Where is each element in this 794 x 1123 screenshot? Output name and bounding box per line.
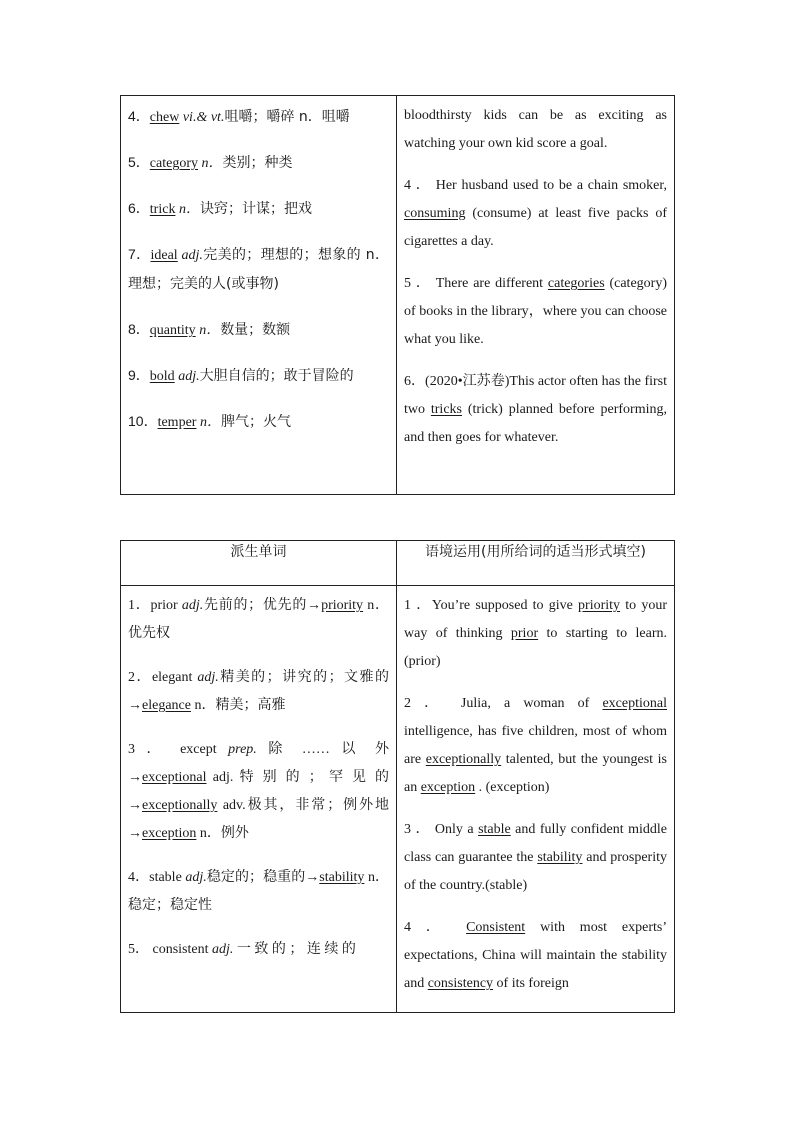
entry-meaning: 咀嚼；嚼碎 n．咀嚼 — [224, 109, 350, 125]
text-segment: with most experts’ expectations, China will maintain the stability and — [404, 920, 667, 991]
word-entry — [128, 407, 389, 437]
derived-word-entry — [128, 592, 389, 648]
entry-number: 5． — [128, 154, 150, 170]
vocab-table-1 — [120, 95, 675, 495]
entry-meaning: 脾气；火气 — [220, 414, 291, 430]
entry-meaning: 完美的；理想的；想象的 n．理想；完美的人(或事物) — [128, 247, 389, 292]
entry-meaning: 数量；数额 — [220, 322, 291, 338]
entry-word: ideal — [150, 248, 178, 263]
header-context-usage: 语境运用(用所给词的适当形式填空) — [397, 541, 675, 586]
answer-word: priority — [321, 598, 364, 613]
entry-pos: n． — [199, 415, 221, 430]
entry-word: quantity — [149, 323, 196, 338]
word-entry — [128, 315, 389, 345]
context-sentences-cell — [397, 96, 675, 495]
usage-sentences-cell — [397, 586, 675, 1013]
sentence-item — [404, 172, 667, 256]
text-segment: 2 ． Julia, a woman of — [404, 696, 603, 711]
entry-number: 6． — [128, 200, 150, 216]
entry-meaning: 诀窍；计谋；把戏 — [199, 201, 312, 217]
derived-word-entry — [128, 736, 389, 848]
usage-sentence-item — [404, 690, 667, 802]
derived-word-entry — [128, 864, 389, 920]
entry-pos: n． — [199, 323, 221, 338]
word-list — [121, 96, 396, 437]
derived-words-cell — [121, 586, 397, 1013]
answer-word: consuming — [404, 206, 466, 221]
word-entry — [128, 240, 389, 299]
text-segment: n．优先权 — [128, 598, 390, 641]
text-segment: n．精美；高雅 — [190, 698, 286, 713]
answer-word: prior — [510, 626, 539, 641]
text-segment: 精美的；讲究的；文雅的→ — [128, 670, 390, 713]
text-segment: 3 ． except — [128, 742, 229, 757]
part-of-speech: adj. — [185, 870, 207, 885]
usage-sentence-item — [404, 816, 667, 900]
text-segment: (consume) at least five packs of cigarettes a day. — [404, 206, 667, 249]
answer-word: exceptionally — [142, 798, 218, 813]
text-segment: 4 ． — [404, 920, 467, 935]
answer-word: exceptionally — [425, 752, 502, 767]
entry-pos: adj. — [181, 248, 203, 263]
part-of-speech: adj. — [197, 670, 219, 685]
entry-pos: adj. — [178, 369, 200, 384]
entry-pos: n． — [178, 202, 200, 217]
text-segment: bloodthirsty kids can be as exciting as watching your own kid score a goal. — [404, 108, 667, 151]
answer-word: exceptional — [602, 696, 667, 711]
text-segment: n．稳定；稳定性 — [128, 870, 390, 913]
text-segment: and prosperity of the country.(stable) — [404, 850, 667, 893]
text-segment: 6．(2020•江苏卷)This actor often has the first two — [404, 374, 667, 417]
answer-word: tricks — [430, 402, 462, 417]
text-segment: (category) of books in the library，where you can choose what you like. — [404, 276, 667, 347]
word-list-cell — [121, 96, 397, 495]
entry-number: 8． — [128, 321, 150, 337]
entry-number: 10． — [128, 413, 158, 429]
entry-number: 9． — [128, 367, 150, 383]
text-segment: (trick) planned before performing, and then goes for whatever. — [404, 402, 668, 445]
text-segment: 2．elegant — [128, 670, 198, 685]
answer-word: consistency — [427, 976, 494, 991]
answer-word: exceptional — [142, 770, 207, 785]
usage-sentences — [397, 586, 674, 998]
text-segment: adj. 特 别 的 ； 罕 见 的 → — [128, 770, 389, 813]
derived-word-entry — [128, 664, 389, 720]
entry-meaning: 类别；种类 — [222, 155, 293, 171]
text-segment: 稳定的；稳重的→ — [206, 870, 320, 885]
word-entry — [128, 102, 389, 132]
text-segment: 1 ．You’re supposed to give — [404, 598, 579, 613]
word-entry — [128, 361, 389, 391]
text-segment: to your way of thinking — [404, 598, 667, 641]
entry-word: bold — [149, 369, 175, 384]
entry-pos: n． — [201, 156, 223, 171]
context-sentences — [397, 96, 674, 452]
text-segment: 5． consistent — [128, 942, 212, 957]
entry-meaning: 大胆自信的；敢于冒险的 — [199, 368, 354, 384]
text-segment: intelligence, has five children, most of whom are — [404, 724, 667, 767]
answer-word: exception — [142, 826, 197, 841]
answer-word: Consistent — [466, 920, 526, 935]
answer-word: categories — [547, 276, 605, 291]
derived-word-list — [121, 586, 396, 964]
text-segment: to starting to learn.(prior) — [404, 626, 667, 669]
text-segment: 先前的；优先的→ — [203, 598, 322, 613]
entry-word: category — [149, 156, 198, 171]
answer-word: elegance — [142, 698, 191, 713]
sentence-item — [404, 270, 667, 354]
entry-number: 4． — [128, 108, 150, 124]
text-segment: 1．prior — [128, 598, 182, 613]
derived-word-entry — [128, 936, 389, 964]
entry-word: trick — [149, 202, 176, 217]
sentence-item — [404, 102, 667, 158]
entry-word: temper — [157, 415, 197, 430]
header-derived-words: 派生单词 — [121, 541, 397, 586]
text-segment: . (exception) — [475, 780, 550, 795]
text-segment: of its foreign — [493, 976, 569, 991]
answer-word: priority — [578, 598, 621, 613]
text-segment: 4 ． Her husband used to be a chain smoker, — [404, 178, 667, 193]
vocab-table-2 — [120, 540, 675, 1013]
text-segment: adv.极其，非常；例外地→ — [128, 798, 389, 841]
part-of-speech: adj. — [212, 942, 234, 957]
text-segment: talented, but the youngest is an — [404, 752, 668, 795]
text-segment: 3 ． Only a — [404, 822, 479, 837]
answer-word: stability — [319, 870, 365, 885]
sentence-item — [404, 368, 667, 452]
answer-word: exception — [420, 780, 476, 795]
entry-word: chew — [149, 110, 180, 125]
part-of-speech: adj. — [181, 598, 204, 613]
part-of-speech: prep. — [228, 742, 257, 757]
text-segment: n．例外 — [196, 826, 249, 841]
text-segment: 除 …… 以 外 → — [128, 742, 389, 785]
text-segment: 4．stable — [128, 870, 186, 885]
usage-sentence-item — [404, 914, 667, 998]
entry-number: 7． — [128, 246, 151, 262]
word-entry — [128, 194, 389, 224]
usage-sentence-item — [404, 592, 667, 676]
text-segment: and fully confident middle class can guarantee the — [404, 822, 667, 865]
answer-word: stable — [478, 822, 511, 837]
answer-word: stability — [537, 850, 583, 865]
text-segment: 一 致 的 ； 连 续 的 — [233, 942, 356, 957]
entry-pos: vi.& vt. — [182, 110, 225, 125]
word-entry — [128, 148, 389, 178]
text-segment: 5 ． There are different — [404, 276, 548, 291]
